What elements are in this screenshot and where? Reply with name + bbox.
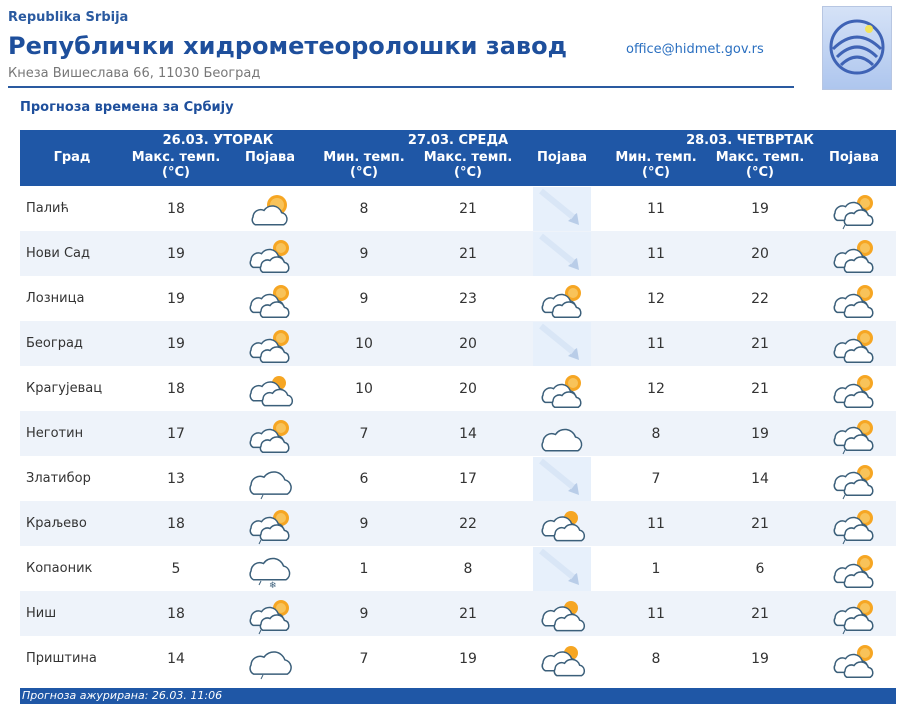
- country-label: Republika Srbija: [8, 10, 129, 25]
- min-temp-day2: 9: [312, 501, 416, 546]
- faded-arrow-icon: [533, 322, 591, 366]
- weather-icon-day3: [812, 591, 896, 636]
- max-temp-day2: 21: [416, 231, 520, 276]
- forecast-row: [20, 636, 896, 681]
- institution-address: Кнеза Вишеслава 66, 11030 Београд: [8, 66, 261, 81]
- min-temp-day3: 12: [647, 380, 665, 397]
- partly-cloudy-icon: [241, 277, 299, 321]
- weather-icon-day2: [520, 321, 604, 366]
- weather-icon-day2: [520, 456, 604, 501]
- forecast-row: [20, 366, 896, 411]
- min-temp-day3: 12: [647, 290, 665, 307]
- forecast-row: [20, 276, 896, 321]
- mostly-cloudy-icon: [533, 502, 591, 546]
- city-name: Ниш: [20, 591, 124, 636]
- partly-cloudy-rain-icon: [241, 502, 299, 546]
- forecast-row: [20, 591, 896, 636]
- max-temp-day3: 19: [751, 200, 769, 217]
- weather-icon-day2: [520, 231, 604, 276]
- phenomenon-header: Појава: [520, 150, 604, 186]
- max-temp-day2: 22: [416, 501, 520, 546]
- weather-icon-day3: [812, 366, 896, 411]
- max-temp-day1: 19: [124, 321, 228, 366]
- svg-text:❄: ❄: [269, 580, 277, 591]
- min-temp-day3: 7: [651, 470, 661, 487]
- min-temp-day2: 9: [359, 290, 369, 307]
- weather-icon-day1: [228, 636, 312, 681]
- min-temp-day2: 8: [359, 200, 369, 217]
- weather-icon-day1: [228, 546, 312, 591]
- weather-icon-day3: [812, 186, 896, 231]
- forecast-table: [20, 130, 896, 681]
- city-name: Лозница: [26, 291, 85, 306]
- city-name: Краљево: [20, 501, 124, 546]
- min-temp-day2: 9: [312, 591, 416, 636]
- max-temp-day3: 20: [708, 231, 812, 276]
- hidmet-logo[interactable]: [822, 6, 892, 90]
- partly-cloudy-rain-icon: [825, 592, 883, 636]
- logo-icon: [823, 7, 891, 89]
- faded-arrow-icon: [533, 457, 591, 501]
- weather-icon-day2: [520, 636, 604, 681]
- mostly-cloudy-icon: [533, 637, 591, 681]
- partly-cloudy-icon: [825, 277, 883, 321]
- min-temp-day2: 9: [312, 231, 416, 276]
- max-temp-header: Макс. темп. (°C): [124, 150, 228, 186]
- weather-icon-day1: [228, 501, 312, 546]
- weather-icon-day3: [812, 501, 896, 546]
- partly-cloudy-icon: [825, 547, 883, 591]
- email-link[interactable]: office@hidmet.gov.rs: [626, 42, 764, 57]
- weather-icon-day1: [228, 276, 312, 321]
- min-temp-day2: 7: [312, 411, 416, 456]
- max-temp-day2: 20: [416, 321, 520, 366]
- weather-icon-day2: [520, 501, 604, 546]
- day-header-3: 28.03. ЧЕТВРТАК: [604, 130, 896, 150]
- partly-cloudy-icon: [533, 367, 591, 411]
- min-temp-day3: 11: [604, 321, 708, 366]
- phenomenon-header: Појава: [228, 150, 312, 186]
- mostly-cloudy-icon: [241, 367, 299, 411]
- weather-icon-day3: [812, 456, 896, 501]
- max-temp-day2: 23: [459, 290, 477, 307]
- city-col-header: Град: [20, 150, 124, 186]
- city-name: Копаоник: [26, 561, 93, 576]
- min-temp-day2: 10: [312, 321, 416, 366]
- partly-cloudy-rain-icon: [241, 592, 299, 636]
- forecast-row: [20, 546, 896, 591]
- min-temp-day2: 10: [355, 380, 373, 397]
- max-temp-day1: 18: [124, 591, 228, 636]
- weather-icon-day3: [812, 276, 896, 321]
- max-temp-day3: 6: [755, 560, 765, 577]
- weather-icon-day3: [812, 411, 896, 456]
- min-temp-day3: 11: [647, 200, 665, 217]
- section-title: Прогноза времена за Србију: [20, 100, 234, 115]
- max-temp-day3: 21: [708, 591, 812, 636]
- partly-cloudy-icon: [825, 232, 883, 276]
- faded-arrow-icon: [533, 187, 591, 231]
- max-temp-day2: 19: [459, 650, 477, 667]
- max-temp-day3: 14: [751, 470, 769, 487]
- weather-icon-day2: [520, 591, 604, 636]
- max-temp-day2: 14: [416, 411, 520, 456]
- city-name: Приштина: [26, 651, 97, 666]
- weather-icon-day2: [520, 276, 604, 321]
- min-temp-header: Мин. темп. (°C): [312, 150, 416, 186]
- update-footer: Прогноза ажурирана: 26.03. 11:06: [20, 688, 896, 704]
- city-name: Златибор: [26, 471, 91, 486]
- partly-cloudy-icon: [533, 277, 591, 321]
- partly-cloudy-icon: [825, 367, 883, 411]
- max-temp-day1: 13: [167, 470, 185, 487]
- max-temp-day1: 19: [124, 231, 228, 276]
- weather-icon-day3: [812, 546, 896, 591]
- header-divider: [8, 86, 794, 88]
- sun-cloud-icon: [241, 187, 299, 231]
- forecast-row: [20, 186, 896, 231]
- city-name: Неготин: [20, 411, 124, 456]
- partly-cloudy-rain-icon: [825, 412, 883, 456]
- mostly-cloudy-icon: [533, 592, 591, 636]
- weather-icon-day3: [812, 636, 896, 681]
- forecast-row: [20, 411, 896, 456]
- city-name: Палић: [26, 201, 69, 216]
- forecast-row: [20, 501, 896, 546]
- weather-icon-day1: [228, 186, 312, 231]
- empty-header-cell: [20, 130, 124, 150]
- max-temp-day3: 21: [708, 501, 812, 546]
- max-temp-header: Макс. темп. (°C): [708, 150, 812, 186]
- weather-icon-day1: [228, 231, 312, 276]
- max-temp-day1: 19: [167, 290, 185, 307]
- max-temp-day1: 14: [167, 650, 185, 667]
- partly-cloudy-icon: [241, 322, 299, 366]
- city-name: Београд: [20, 321, 124, 366]
- max-temp-header: Макс. темп. (°C): [416, 150, 520, 186]
- min-temp-day3: 11: [604, 231, 708, 276]
- city-name: Крагујевац: [26, 381, 103, 396]
- max-temp-day1: 18: [167, 380, 185, 397]
- partly-cloudy-rain-icon: [825, 502, 883, 546]
- min-temp-day3: 11: [604, 591, 708, 636]
- min-temp-day2: 6: [359, 470, 369, 487]
- cloudy-icon: [533, 412, 591, 456]
- max-temp-day3: 22: [751, 290, 769, 307]
- weather-icon-day2: [520, 546, 604, 591]
- partly-cloudy-rain-icon: [825, 457, 883, 501]
- max-temp-day3: 21: [708, 321, 812, 366]
- weather-icon-day1: [228, 411, 312, 456]
- city-name: Нови Сад: [20, 231, 124, 276]
- day-header-2: 27.03. СРЕДА: [312, 130, 604, 150]
- weather-icon-day2: [520, 366, 604, 411]
- faded-arrow-icon: [533, 547, 591, 591]
- min-temp-day3: 1: [651, 560, 661, 577]
- max-temp-day1: 17: [124, 411, 228, 456]
- weather-icon-day1: [228, 591, 312, 636]
- cloud-rain-icon: [241, 457, 299, 501]
- phenomenon-header: Појава: [812, 150, 896, 186]
- max-temp-day2: 21: [416, 591, 520, 636]
- max-temp-day1: 18: [124, 501, 228, 546]
- weather-icon-day1: [228, 366, 312, 411]
- site-header: [0, 0, 900, 92]
- min-temp-day3: 8: [604, 411, 708, 456]
- min-temp-header: Мин. темп. (°C): [604, 150, 708, 186]
- weather-icon-day1: [228, 321, 312, 366]
- partly-cloudy-icon: [241, 412, 299, 456]
- weather-icon-day1: [228, 456, 312, 501]
- partly-cloudy-rain-icon: [825, 187, 883, 231]
- max-temp-day1: 18: [167, 200, 185, 217]
- partly-cloudy-icon: [825, 322, 883, 366]
- partly-cloudy-icon: [825, 637, 883, 681]
- max-temp-day3: 21: [751, 380, 769, 397]
- forecast-row: [20, 231, 896, 276]
- forecast-row: [20, 321, 896, 366]
- min-temp-day2: 7: [359, 650, 369, 667]
- forecast-row: [20, 456, 896, 501]
- weather-icon-day3: [812, 321, 896, 366]
- max-temp-day2: 8: [463, 560, 473, 577]
- max-temp-day1: 5: [171, 560, 181, 577]
- weather-icon-day3: [812, 231, 896, 276]
- max-temp-day3: 19: [708, 411, 812, 456]
- weather-icon-day2: [520, 411, 604, 456]
- min-temp-day2: 1: [359, 560, 369, 577]
- min-temp-day3: 11: [604, 501, 708, 546]
- max-temp-day2: 21: [459, 200, 477, 217]
- max-temp-day3: 19: [751, 650, 769, 667]
- institution-title: Републички хидрометеоролошки завод: [8, 32, 567, 60]
- faded-arrow-icon: [533, 232, 591, 276]
- weather-icon-day2: [520, 186, 604, 231]
- max-temp-day2: 17: [459, 470, 477, 487]
- cloud-rain-icon: [241, 637, 299, 681]
- day-header-1: 26.03. УТОРАК: [124, 130, 312, 150]
- min-temp-day3: 8: [651, 650, 661, 667]
- partly-cloudy-icon: [241, 232, 299, 276]
- max-temp-day2: 20: [459, 380, 477, 397]
- cloud-rain-snow-icon: [241, 547, 299, 591]
